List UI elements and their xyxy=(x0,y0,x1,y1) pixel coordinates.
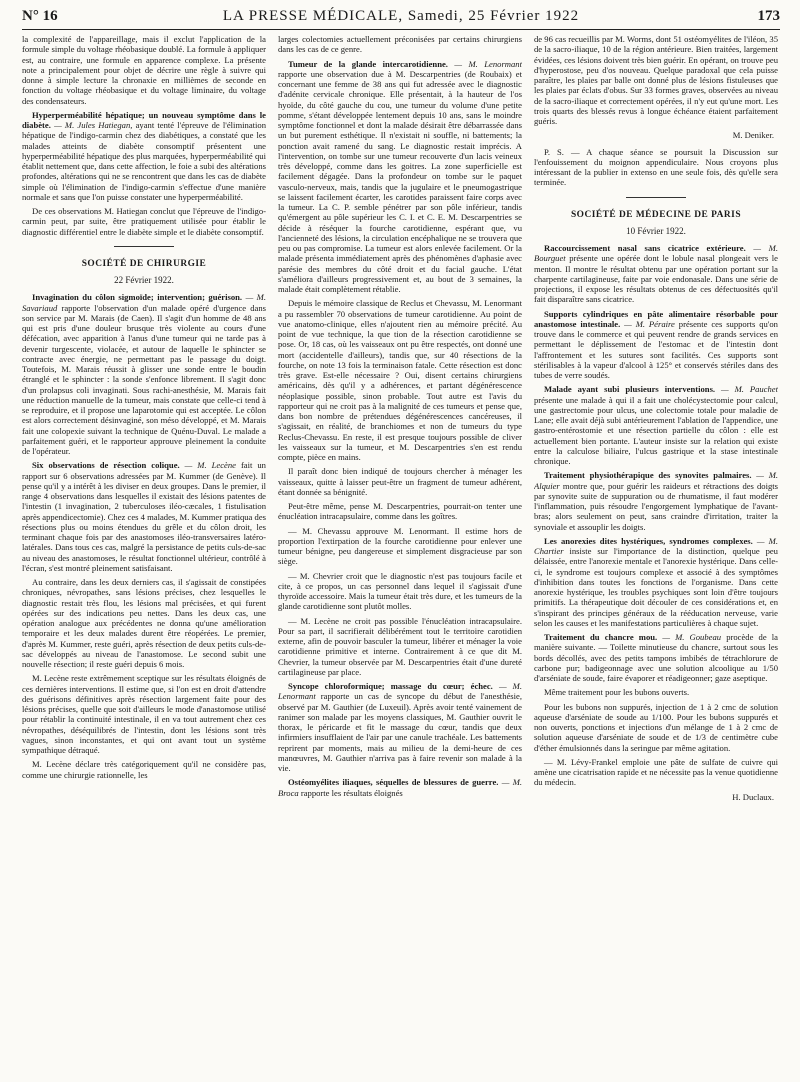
column-1 xyxy=(22,34,266,1074)
page-number-left: N° 16 xyxy=(22,8,58,24)
paragraph xyxy=(278,777,522,798)
section-title: SOCIÉTÉ DE MÉDECINE DE PARIS xyxy=(570,209,742,220)
paragraph: — M. Lévy-Frankel emploie une pâte de sulfate de cuivre qui amène une cicatrisation rapide et ne nécessite pas la venue quotidienne du médecin. xyxy=(534,756,778,788)
paragraph: Pour les bubons non suppurés, injection de 1 à 2 cmc de solution aqueuse d'arséniate de soude au 1/100. Pour les bubons suppurés et non ouverts, ponctions et injections d'un mélange de 1 à 2 cmc de solution aqueuse d'arséniate de soude et de 1/3 de centimètre cube d'éther émulsionnés dans la seringue par même agitation. xyxy=(534,701,778,753)
paragraph-text: procède de la manière suivante. — Toilette minutieuse du chancre, surtout sous les bords décollés, avec des petits tampons imbibés de tétrachlorure de carbone pur; badigeonnage avec une solution alcoolique au 1/50 d'arséniate de soude, faire évaporer et réadigeonner; gaze aseptique. xyxy=(534,632,778,683)
page-number-right: 173 xyxy=(757,8,780,24)
paragraph xyxy=(534,536,778,628)
article-heading: Les anorexies dites hystériques, syndromes complexes. xyxy=(544,535,753,546)
paragraph-text: rapporte l'observation d'un malade opéré d'urgence dans son service par M. Marais (de Caen). Il s'agit d'un homme de 48 ans qui est pris d'une douleur brusque très violente au cours d'une défécation, avec apparition à l'anus d'une tumeur qui ne tarde pas à devenir turgescente, violacée, et autour de laquelle le sphincter se contracte avec énergie, ne permettant pas le passage du doigt. Toutefois, M. Marais réussit à glisser une sonde entre le boudin étranglé et le sphincter : la sonde s'enfonce librement. Il s'agit donc d'un prolapsus coli invaginati. Sous rachi-anesthésie, M. Marais fait une réduction manuelle de la tumeur, mais constate que celle-ci tend à se reproduire, et il propose une laparotomie qui est acceptée. Le côlon est alors correctement désinvaginé, son méso développé, et M. Marais fait une colopexie suivant la technique de Quénu-Duval. Le malade a parfaitement guéri, et le rapporteur approuve pleinement la conduite de l'opérateur. xyxy=(22,302,266,456)
paragraph: de 96 cas recueillis par M. Worms, dont 51 ostéomyélites de l'iléon, 35 de la sacro-iliaque, 10 de la région antérieure. Bien traitées, largement évidées, ces lésions doivent très bien guérir. En opérant, on trouve peu d'hyperostose, peu d'os nouveau. Quelque paradoxal que cela puisse paraître, les plaies par balle ont donné plus de lésions fistuleuses que les plaies par éclats d'obus. Sur 33 formes graves, observées au niveau de la sacro-iliaque et correctement opérées, il n'y eut qu'une mort. Les trois quarts des blessés revus à longue échéance étaient parfaitement guéris. xyxy=(534,34,778,126)
article-heading: Tumeur de la glande intercarotidienne. xyxy=(288,58,448,69)
paragraph: M. Lecène déclare très catégoriquement qu'il ne considère pas, comme une chirurgie rationnelle, les xyxy=(22,759,266,780)
paragraph-text: fait un rapport sur 6 observations adressées par M. Kummer (de Genève). Il pense qu'il y a intérêt à les diviser en deux groupes. Dans le premier, il range 4 observations dans lesquelles il existait des lésions patentes de l'intestin (1 invagination, 2 tuberculoses iléo-cæcales, 1 fistulisation après appendicectomie). Chez ces 4 malades, M. Kummer pratiqua des résections plus ou moins étendues du grêle et du côlon droit, les terminant chaque fois par des anastomoses iléo-transversaires latéro-latérales. Dans tous ces cas, malgré la persistance de petits culs-de-sac au niveau des anastomoses, le résultat fonctionnel ultérieur, contrôlé à l'écran, s'est montré pleinement satisfaisant. xyxy=(22,460,266,573)
article-heading: Supports cylindriques en pâte alimentaire résorbable pour anastomose intestinale. xyxy=(534,308,778,329)
paragraph: la complexité de l'appareillage, mais il exclut l'application de la formule simple du voltage rhéobasique doublé. La formule à appliquer est, au contraire, une formule en apparence complexe. La présente note a principalement pour objet de décrire une règle à suivre qui donne à simple lecture la chronaxie en millièmes de seconde en fonction du voltage rhéobasique et du voltage liminaire, du voltage des condensateurs. xyxy=(22,34,266,106)
paragraph: — M. Lecène ne croit pas possible l'énucléation intracapsulaire. Pour sa part, il sacrifierait délibérément tout le territoire carotidien externe, afin de pouvoir basculer la tumeur, libérer et ménager la voie carotidienne primitive et interne. Contrairement à ce que dit M. Chevrier, la tumeur observée par M. Descarpentries était d'une dureté cartilagineuse par place. xyxy=(278,615,522,677)
article-author: — M. Alquier xyxy=(534,470,778,491)
paragraph xyxy=(278,59,522,295)
paragraph-text: montre que, pour guérir les raideurs et rétractions des doigts par synovite suite de suppuration ou de rhumatisme, il faut modérer l'inflammation, puis résoudre l'engorgement lymphatique de l'avant-bras; alors seulement on peut, sans craindre d'irritation, traiter la synoviale et assouplir les doigts. xyxy=(534,480,778,532)
paragraph xyxy=(534,243,778,305)
paragraph xyxy=(22,110,266,202)
paragraph xyxy=(22,460,266,573)
postscript: P. S. — A chaque séance se poursuit la Discussion sur l'enfouissement du moignon appendiculaire. Nous croyons plus intéressant de la publier in extenso en une seule fois, dès qu'elle sera terminée. xyxy=(534,146,778,188)
paragraph xyxy=(534,470,778,532)
signature: H. Duclaux. xyxy=(732,791,774,802)
paragraph: — M. Chevrier croit que le diagnostic n'est pas toujours facile et cite, à ce propos, un cas personnel dans lequel il s'agissait d'une thyroïde accessoire. Mais la tumeur était très dure, et les tumeurs de la glande carotidienne sont plutôt molles. xyxy=(278,570,522,612)
paragraph-text: présente une opérée dont le lobule nasal plongeait vers le menton. Il montre le résultat obtenu par une opération portant sur la charpente cartilagineuse, faite par voie endonasale. Dans une série de projections, il expose les résultats obtenus de ces défectuosités qu'il fait disparaître sans cicatrice. xyxy=(534,253,778,305)
section-title: SOCIÉTÉ DE CHIRURGIE xyxy=(81,258,207,269)
article-author: — M. Chartier xyxy=(534,535,778,556)
paragraph: Peut-être même, pense M. Descarpentries, pourrait-on tenter une énucléation intracapsulaire, comme dans les goîtres. xyxy=(278,501,522,522)
article-author: — M. Lenormant xyxy=(454,58,522,69)
paragraph-text: rapporte une observation due à M. Descarpentries (de Roubaix) et concernant une femme de 38 ans qui fut adressée avec le diagnostic d'adénite cervicale chronique. Elle présentait, à la hauteur de l'os hyoïde, du côté gauche du cou, une tumeur du volume d'une petite pomme, s'étant développée lentement depuis 10 ans, sans le moindre symptôme fonctionnel et dont la malade désirait être débarrassée dans un but purement esthétique. Il n'existait ni souffle, ni battements; la ponction avait ramené du sang. Le diagnostic restait imprécis. A l'intervention, on tombe sur une tumeur recouverte d'un lacis veineux très développé, comme dans les goitres. La zone superficielle est facilement dégagée. Dans la profondeur on tombe sur le paquet vasculo-nerveux, mais, tandis que la jugulaire et le pneumogastrique se laissent facilement écarter, les carotides paraissent faire corps avec la tumeur. La C. P. semble pénétrer par son pôle inférieur, tandis qu'émergent au pôle supérieur les C. I. et C. E. M. Descarpentries se décide à réséquer la fourche carotidienne, espérant que, vu l'ancienneté des lésions, la circulation encéphalique ne se trouvera que peu ou pas compromise. La tumeur est alors enlevée facilement. Or la malade présenta immédiatement après des phénomènes d'aphasie avec parésie des membres du côté droit et du facial gauche. L'état s'améliora d'ailleurs progressivement et, au bout de 3 semaines, la malade était complètement rétablie. xyxy=(278,68,522,294)
paragraph: larges colectomies actuellement préconisées par certains chirurgiens dans les cas de ce genre. xyxy=(278,34,522,55)
column-2 xyxy=(278,34,522,1074)
article-author: — M. Goubeau xyxy=(662,632,722,642)
paragraph: Il paraît donc bien indiqué de toujours chercher à ménager les vaisseaux, quitte à laisser peut-être un fragment de tumeur adhérent, étant donnée sa bénignité. xyxy=(278,466,522,497)
article-author: — M. Bourguet xyxy=(534,243,778,264)
divider xyxy=(626,197,686,198)
article-author: — M. Broca xyxy=(278,777,522,798)
paragraph-text: ayant tenté l'épreuve de l'élimination hépatique de l'indigo-carmin chez des diabétiques, a constaté que les malades atteints de diabète consomptif présentent une hyperperméabilité hépatique des plus marquées, hyperperméabilité qui établit nettement que, dans cette affection, le foie a subi des altérations profondes, altérations qui ne se rencontrent que dans les cas de diabète simple où l'élimination de l'indigo-carmin s'effectue d'une manière normale et sans que l'on puisse constater une hyperperméabilité. xyxy=(22,120,266,202)
article-author: — M. Péraire xyxy=(624,318,675,329)
columns xyxy=(22,34,780,1074)
article-heading: Traitement du chancre mou. xyxy=(544,632,658,642)
signature: M. Deniker. xyxy=(732,130,774,141)
paragraph xyxy=(534,309,778,381)
paragraph xyxy=(22,292,266,456)
paragraph xyxy=(534,384,778,466)
paragraph-text: rapporte les résultats éloignés xyxy=(300,787,403,798)
article-heading: Invagination du côlon sigmoïde; intervention; guérison. xyxy=(32,292,243,303)
paragraph: Depuis le mémoire classique de Reclus et Chevassu, M. Lenormant a pu rassembler 70 observations de tumeur carotidienne. Au point de vue anatomo-clinique, elles n'ajoutent rien au mémoire précité. Au point de vue technique, la que tion de la résection carotidienne se pose. Or, 18 cas, où les vaisseaux ont pu être respectés, ont donné une mort (accidentelle d'ailleurs), tandis que, sur 40 résections de la fourche, on note 13 fois la terminaison fatale. Cette résection est donc très grave. Est-elle nécessaire ? Oui, disent certains chirurgiens américains, dès qu'il y a adhérences, et partant dégénérescence néoplasique possible, sinon probable. Tout autre est l'avis du rapporteur qui ne croit pas à la malignité de ces tumeurs et pense que, dans bon nombre de prétendues dégénérescences cancéreuses, il s'agissait, en réalité, de branchiomes et non de tumeurs du type Reclus-Chevassu. En reste, il est presque toujours possible de cliver les vaisseaux sur la tumeur, et M. Descarpentries s'en est rendu compte, pièce en mains. xyxy=(278,298,522,462)
paragraph-text: insiste sur l'importance de la distinction, quelque peu délaissée, entre l'anorexie mentale et l'anorexie hystérique. Dans celle-ci, le syndrome est toujours complexe et associé à des symptômes d'inhibition dans toutes les fonctions de l'organisme. Dans cette anorexie hystérique, les troubles psychiques sont loin d'être toujours primitifs. La thérapeutique doit découler de ces considérations et, en s'inspirant des principes généraux de la rééducation nerveuse, varie selon les causes et les manifestations particulières à chaque sujet. xyxy=(534,546,778,628)
article-heading: Six observations de résection colique. xyxy=(32,460,180,471)
article-heading: Traitement physiothérapique des synovites palmaires. xyxy=(544,470,752,481)
article-heading: Ostéomyélites iliaques, séquelles de blessures de guerre. xyxy=(288,777,499,788)
article-heading: Hyperperméabilité hépatique; un nouveau symptôme dans le diabète. xyxy=(22,109,266,130)
paragraph: — M. Chevassu approuve M. Lenormant. Il estime hors de proportion l'extirpation de la fourche carotidienne pour enlever une tumeur bénigne, peu dangereuse et simplement disgracieuse par son siège. xyxy=(278,525,522,567)
session-date: 10 Février 1922. xyxy=(626,225,686,236)
article-author: — M. Lecène xyxy=(184,460,236,471)
divider xyxy=(114,246,174,247)
paragraph-text: présente une malade à qui il a fait une cholécystectomie pour calcul, une gastrectomie pour ulcus, une colectomie totale pour maladie de Lane; elle avait déjà subi antérieurement l'ablation de l'appendice, une gastro-entérostomie et une résection partielle du côlon : elle est actuellement bien portante. L'auteur insiste sur la relation qui existe entre la calculose biliaire, l'ulcus gastrique et la stase intestinale chronique. xyxy=(534,394,778,466)
article-author: — M. Lenormant xyxy=(278,681,522,702)
article-heading: Raccourcissement nasal sans cicatrice extérieure. xyxy=(544,243,746,253)
paragraph xyxy=(534,632,778,683)
paragraph xyxy=(278,681,522,773)
column-3 xyxy=(534,34,778,1074)
paragraph: Même traitement pour les bubons ouverts. xyxy=(544,687,690,698)
article-author: — M. Pauchet xyxy=(721,384,778,395)
paragraph: De ces observations M. Hatiegan conclut que l'épreuve de l'indigo-carmin peut, par suite, être pratiquement utilisée pour établir le diagnostic différentiel entre le diabète simple et le diabète consomptif. xyxy=(22,206,266,237)
page-header xyxy=(22,0,780,30)
article-heading: Malade ayant subi plusieurs interventions. xyxy=(544,384,716,395)
article-heading: Syncope chloroformique; massage du cœur; échec. xyxy=(288,681,493,691)
article-author: — M. Jules Hatiegan, xyxy=(54,120,133,130)
paragraph-text: rapporte un cas de syncope du début de l'anesthésie, observé par M. Gauthier (de Luxeuil). Après avoir tenté vainement de ranimer son malade par les moyens classiques, M. Gauthier ouvrit le thorax, le péricarde et fit le massage du cœur, tandis que deux infirmiers insufflaient de l'air par une canule trachéale. Les battements reprirent par moments, mais au milieu de la demi-heure de ces manœuvres, M. Gauthier n'arriva pas à faire revenir son malade à la vie. xyxy=(278,691,522,773)
paragraph-text: présente ces supports qu'on trouve dans le commerce et qui peuvent rendre de grands services en permettant le déplissement de l'estomac et de l'intestin dont l'affrontement et les sutures sont facilités. Ces supports sont stérilisables à la vapeur d'alcool à 125° et conservés stériles dans des tubes de verre soudés. xyxy=(534,318,778,380)
article-author: — M. Savariaud xyxy=(22,292,266,313)
paragraph: M. Lecène reste extrêmement sceptique sur les résultats éloignés de ces dernières interventions. Il estime que, si l'on est en droit d'attendre des guérisons définitives après résection largement faite pour des lésions précises, quelle que soit d'ailleurs le mode d'anastomose utilisé pour rétablir la continuité intestinale, il en va tout autrement chez ces névropathes, déséquilibrés de l'intestin, dont les lésions sont très vagues, sinon inconstantes, et qui ont avant tout un système sympathique détraqué. xyxy=(22,673,266,755)
journal-title: LA PRESSE MÉDICALE, Samedi, 25 Février 1922 xyxy=(222,8,580,24)
paragraph: Au contraire, dans les deux derniers cas, il s'agissait de constipées chroniques, névropathes, sans lésions précises, chez lesquelles le diagnostic restait très flou, les lésions mal précisées, et qui furent opérées sur des indications peu nettes. Dans les deux cas, une opération analogue aux précédentes ne donna qu'une amélioration temporaire et les deux malades durent être réopérées. Le premier, d'après M. Kummer, reste guéri, après résection de deux petits culs-de-sac développés au niveau de l'anastomose. Le second subit une nouvelle résection; il reste guéri depuis 6 mois. xyxy=(22,577,266,669)
session-date: 22 Février 1922. xyxy=(114,275,174,285)
